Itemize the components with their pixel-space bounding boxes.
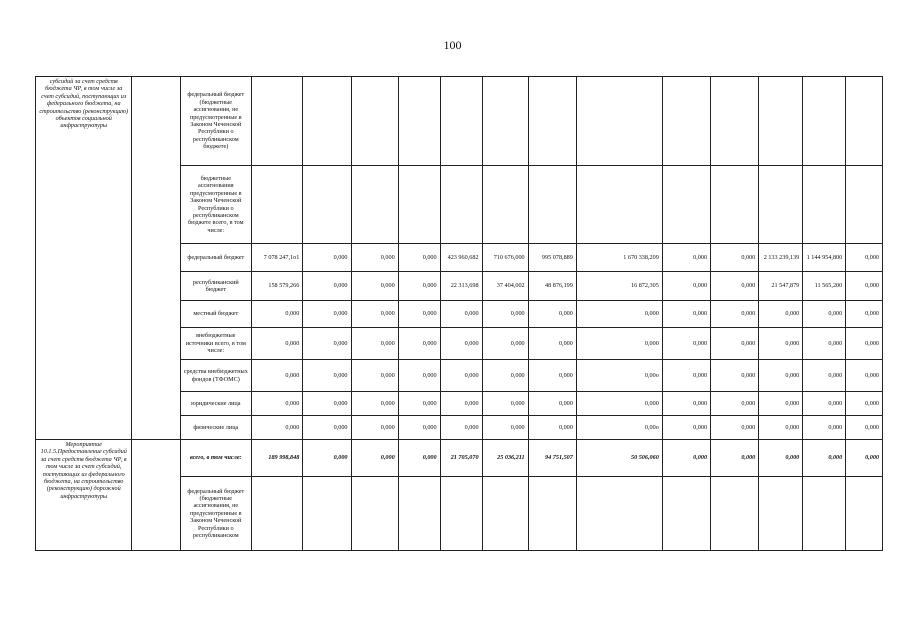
amount-cell: 0,000 bbox=[759, 440, 803, 477]
amount-cell: 0,000 bbox=[251, 416, 302, 440]
amount-cell: 0,000 bbox=[662, 416, 710, 440]
amount-cell: 0,000 bbox=[803, 392, 846, 416]
table-row bbox=[36, 440, 883, 477]
amount-cell: 0,000 bbox=[528, 416, 576, 440]
amount-cell: 37 404,002 bbox=[482, 272, 528, 301]
amount-cell bbox=[398, 477, 440, 551]
funding-source: федеральный бюджет bbox=[180, 244, 251, 272]
amount-cell: 0,000 bbox=[251, 328, 302, 360]
measure-description: Мероприятие 10.1.5.Предоставление субсидий за счет средств бюджета ЧР, в том числе за счет субсидий, поступающих из федерального бюджета, на строительство (реконструкцию) дорожной инфраструктуры bbox=[36, 440, 132, 551]
amount-cell bbox=[303, 477, 351, 551]
amount-cell: 0,000 bbox=[482, 360, 528, 392]
amount-cell: 995 078,889 bbox=[528, 244, 576, 272]
amount-cell: 0,000 bbox=[303, 244, 351, 272]
amount-cell: 0,000 bbox=[759, 416, 803, 440]
amount-cell: 0,000 bbox=[803, 328, 846, 360]
amount-cell: 0,000 bbox=[759, 392, 803, 416]
amount-cell: 0,000 bbox=[303, 328, 351, 360]
amount-cell: 0,000 bbox=[351, 360, 398, 392]
amount-cell bbox=[440, 477, 482, 551]
amount-cell bbox=[846, 166, 883, 244]
amount-cell: 0,000 bbox=[711, 360, 759, 392]
amount-cell: 21 705,070 bbox=[440, 440, 482, 477]
amount-cell bbox=[662, 166, 710, 244]
funding-source: юридические лица bbox=[180, 392, 251, 416]
amount-cell: 0,000 bbox=[440, 416, 482, 440]
amount-cell: 0,000 bbox=[662, 392, 710, 416]
amount-cell: 0,000 bbox=[351, 416, 398, 440]
amount-cell bbox=[846, 77, 883, 166]
amount-cell: 0,000 bbox=[846, 440, 883, 477]
amount-cell: 0,000 bbox=[482, 416, 528, 440]
amount-cell bbox=[440, 77, 482, 166]
amount-cell: 0,000 bbox=[528, 301, 576, 328]
amount-cell bbox=[398, 77, 440, 166]
amount-cell bbox=[482, 77, 528, 166]
amount-cell bbox=[711, 77, 759, 166]
amount-cell: 0,000 bbox=[759, 328, 803, 360]
amount-cell bbox=[803, 477, 846, 551]
executor-cell bbox=[132, 77, 180, 440]
funding-source: средства внебюджетных фондов (ТФОМС) bbox=[180, 360, 251, 392]
amount-cell: 0,000 bbox=[440, 392, 482, 416]
amount-cell: 0,000 bbox=[351, 272, 398, 301]
amount-cell: 1 670 338,209 bbox=[576, 244, 662, 272]
amount-cell: 22 313,698 bbox=[440, 272, 482, 301]
amount-cell: 0,000 bbox=[398, 244, 440, 272]
amount-cell: 0,000 bbox=[846, 360, 883, 392]
amount-cell: 0,000 bbox=[711, 440, 759, 477]
amount-cell: 0,000 bbox=[662, 244, 710, 272]
amount-cell bbox=[759, 166, 803, 244]
amount-cell: 0,000 bbox=[398, 392, 440, 416]
amount-cell: 0,000 bbox=[303, 301, 351, 328]
amount-cell: 0,000 bbox=[303, 416, 351, 440]
amount-cell bbox=[528, 166, 576, 244]
amount-cell bbox=[803, 77, 846, 166]
amount-cell: 7 078 247,1о1 bbox=[251, 244, 302, 272]
amount-cell bbox=[576, 166, 662, 244]
amount-cell: 0,000 bbox=[351, 392, 398, 416]
amount-cell: 0,00о bbox=[576, 360, 662, 392]
amount-cell: 423 960,682 bbox=[440, 244, 482, 272]
funding-source: физические лица bbox=[180, 416, 251, 440]
amount-cell: 0,000 bbox=[711, 416, 759, 440]
amount-cell: 0,000 bbox=[576, 301, 662, 328]
amount-cell: 0,000 bbox=[440, 328, 482, 360]
amount-cell bbox=[351, 477, 398, 551]
amount-cell: 50 506,060 bbox=[576, 440, 662, 477]
amount-cell: 0,000 bbox=[846, 272, 883, 301]
amount-cell: 0,000 bbox=[711, 244, 759, 272]
amount-cell: 0,000 bbox=[351, 440, 398, 477]
amount-cell: 0,000 bbox=[398, 328, 440, 360]
amount-cell bbox=[398, 166, 440, 244]
funding-source: федеральный бюджет (бюджетные ассигнования, не предусмотренные в Законом Чеченской Республики о республиканском bbox=[180, 477, 251, 551]
amount-cell: 0,000 bbox=[482, 392, 528, 416]
amount-cell bbox=[759, 77, 803, 166]
amount-cell bbox=[482, 166, 528, 244]
amount-cell: 0,000 bbox=[846, 416, 883, 440]
amount-cell: 0,000 bbox=[662, 360, 710, 392]
amount-cell: 0,000 bbox=[846, 328, 883, 360]
amount-cell: 0,000 bbox=[440, 360, 482, 392]
amount-cell bbox=[711, 166, 759, 244]
amount-cell: 0,000 bbox=[482, 328, 528, 360]
amount-cell: 0,000 bbox=[803, 440, 846, 477]
amount-cell: 0,000 bbox=[662, 272, 710, 301]
amount-cell bbox=[251, 77, 302, 166]
amount-cell: 0,000 bbox=[303, 392, 351, 416]
amount-cell: 0,000 bbox=[662, 301, 710, 328]
amount-cell: 48 876,199 bbox=[528, 272, 576, 301]
funding-source: внебюджетные источники всего, в том числе: bbox=[180, 328, 251, 360]
amount-cell: 189 998,848 bbox=[251, 440, 302, 477]
amount-cell bbox=[846, 477, 883, 551]
amount-cell: 0,000 bbox=[251, 392, 302, 416]
amount-cell: 0,000 bbox=[803, 416, 846, 440]
funding-table bbox=[35, 76, 883, 551]
amount-cell: 0,000 bbox=[711, 272, 759, 301]
amount-cell: 0,000 bbox=[662, 440, 710, 477]
amount-cell: 0,000 bbox=[251, 360, 302, 392]
amount-cell: 0,000 bbox=[711, 328, 759, 360]
amount-cell bbox=[303, 166, 351, 244]
amount-cell: 0,000 bbox=[303, 360, 351, 392]
amount-cell: 0,000 bbox=[662, 328, 710, 360]
measure-description: субсидий за счет средств бюджета ЧР, в том числе за счет субсидий, поступающих из федерального бюджета, на строительство (реконструкцию) объектов социальной инфраструктуры bbox=[36, 77, 132, 440]
amount-cell bbox=[303, 77, 351, 166]
funding-source: местный бюджет bbox=[180, 301, 251, 328]
amount-cell: 0,000 bbox=[528, 360, 576, 392]
funding-source: бюджетные ассигнования предусмотренные в Законом Чеченской Республики о республиканском бюджете всего, в том числе: bbox=[180, 166, 251, 244]
amount-cell: 0,000 bbox=[846, 244, 883, 272]
amount-cell: 0,000 bbox=[759, 301, 803, 328]
amount-cell bbox=[440, 166, 482, 244]
amount-cell: 0,000 bbox=[398, 301, 440, 328]
amount-cell: 0,000 bbox=[398, 272, 440, 301]
amount-cell bbox=[711, 477, 759, 551]
amount-cell: 0,000 bbox=[846, 392, 883, 416]
executor-cell bbox=[132, 440, 180, 551]
amount-cell: 0,000 bbox=[576, 392, 662, 416]
amount-cell: 0,000 bbox=[351, 328, 398, 360]
amount-cell bbox=[576, 77, 662, 166]
amount-cell: 0,000 bbox=[440, 301, 482, 328]
amount-cell bbox=[662, 77, 710, 166]
amount-cell bbox=[528, 77, 576, 166]
amount-cell bbox=[251, 166, 302, 244]
amount-cell: 1 144 954,800 bbox=[803, 244, 846, 272]
amount-cell: 11 565,200 bbox=[803, 272, 846, 301]
amount-cell bbox=[482, 477, 528, 551]
amount-cell: 0,000 bbox=[482, 301, 528, 328]
amount-cell: 0,000 bbox=[251, 301, 302, 328]
amount-cell: 710 676,000 bbox=[482, 244, 528, 272]
amount-cell bbox=[759, 477, 803, 551]
amount-cell bbox=[662, 477, 710, 551]
amount-cell: 0,000 bbox=[398, 440, 440, 477]
amount-cell: 158 579,266 bbox=[251, 272, 302, 301]
amount-cell bbox=[251, 477, 302, 551]
amount-cell: 0,000 bbox=[759, 360, 803, 392]
funding-source: федеральный бюджет (бюджетные ассигнования, не предусмотренные в Законом Чеченской Республики о республиканском бюджете) bbox=[180, 77, 251, 166]
page-number: 100 bbox=[443, 38, 462, 52]
amount-cell: 0,00о bbox=[576, 416, 662, 440]
table-row bbox=[36, 77, 883, 166]
amount-cell: 0,000 bbox=[528, 328, 576, 360]
amount-cell: 0,000 bbox=[398, 360, 440, 392]
funding-source: республиканский бюджет bbox=[180, 272, 251, 301]
amount-cell: 0,000 bbox=[846, 301, 883, 328]
amount-cell: 0,000 bbox=[576, 328, 662, 360]
amount-cell bbox=[351, 77, 398, 166]
amount-cell: 0,000 bbox=[303, 272, 351, 301]
amount-cell: 0,000 bbox=[803, 301, 846, 328]
amount-cell: 0,000 bbox=[351, 244, 398, 272]
funding-source: всего, в том числе: bbox=[180, 440, 251, 477]
amount-cell: 0,000 bbox=[711, 392, 759, 416]
amount-cell: 0,000 bbox=[351, 301, 398, 328]
amount-cell: 0,000 bbox=[711, 301, 759, 328]
amount-cell: 25 036,211 bbox=[482, 440, 528, 477]
amount-cell: 21 547,879 bbox=[759, 272, 803, 301]
amount-cell bbox=[528, 477, 576, 551]
amount-cell bbox=[351, 166, 398, 244]
amount-cell: 16 872,305 bbox=[576, 272, 662, 301]
amount-cell bbox=[576, 477, 662, 551]
amount-cell bbox=[803, 166, 846, 244]
amount-cell: 0,000 bbox=[528, 392, 576, 416]
amount-cell: 2 133 239,139 bbox=[759, 244, 803, 272]
amount-cell: 94 751,507 bbox=[528, 440, 576, 477]
amount-cell: 0,000 bbox=[803, 360, 846, 392]
amount-cell: 0,000 bbox=[398, 416, 440, 440]
amount-cell: 0,000 bbox=[303, 440, 351, 477]
